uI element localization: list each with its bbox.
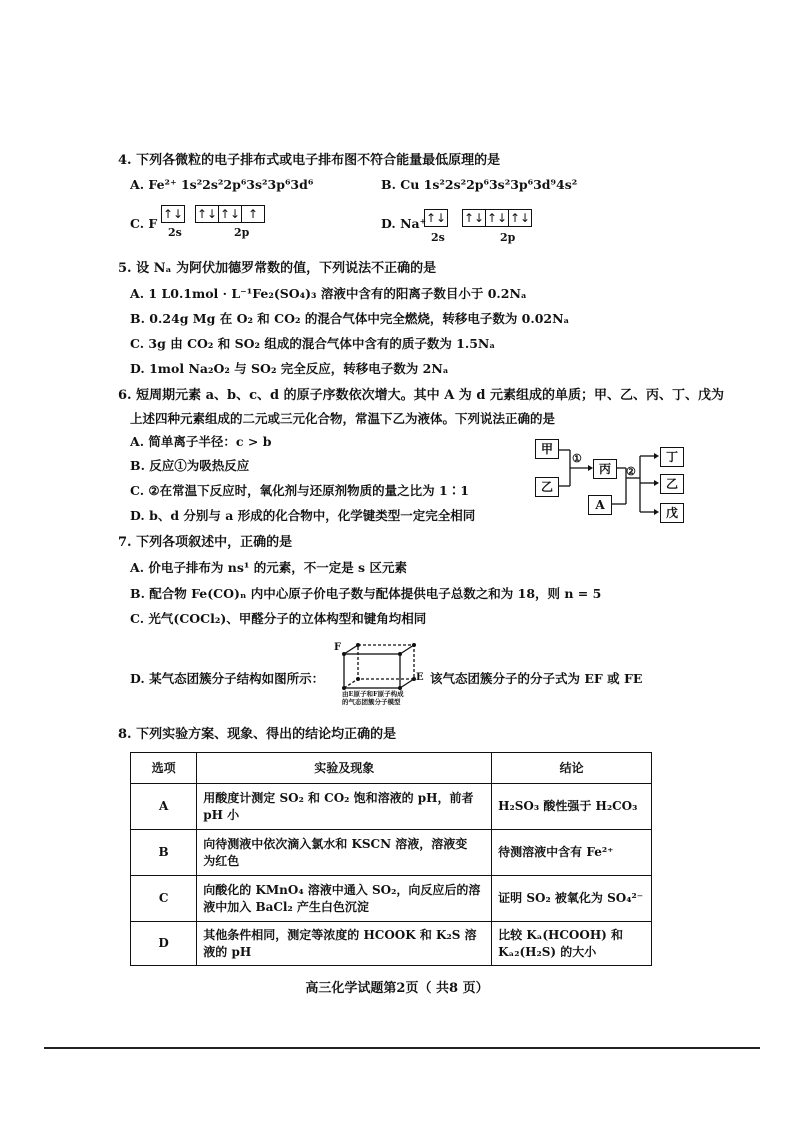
header-experiment: 实验及现象: [197, 753, 492, 784]
node-jia: 甲: [535, 439, 559, 459]
node-A: A: [588, 495, 612, 515]
q5-option-b: B. 0.24g Mg 在 O₂ 和 CO₂ 的混合气体中完全燃烧，转移电子数为 0.02Nₐ: [130, 311, 570, 326]
q6-option-c: C. ②在常温下反应时，氧化剂与还原剂物质的量之比为 1∶1: [130, 483, 469, 498]
row-experiment: [197, 922, 492, 966]
orbital-box: ↑↓: [219, 206, 241, 221]
node-yi-output: 乙: [660, 474, 684, 494]
row-option: B: [131, 830, 197, 876]
q4-option-c-label: C. F: [130, 216, 158, 231]
row-experiment: [197, 784, 492, 830]
table-row: [131, 784, 652, 830]
q7-option-b: B. 配合物 Fe(CO)ₙ 内中心原子价电子数与配体提供电子总数之和为 18，则 n = 5: [130, 586, 602, 601]
q7-option-d-suffix: 该气态团簇分子的分子式为 EF 或 FE: [430, 671, 643, 686]
q5-stem: 5. 设 Nₐ 为阿伏加德罗常数的值，下列说法不正确的是: [118, 261, 437, 276]
orbital-box: ↑: [247, 206, 259, 221]
conclusion-line: 待测溶液中含有 Fe²⁺: [498, 845, 614, 859]
row-option: C: [131, 876, 197, 922]
row-option: A: [131, 784, 197, 830]
cube-atom-F: F: [334, 642, 342, 653]
q4-d-label-2p: 2p: [500, 231, 516, 244]
q4-option-d-label: D. Na⁺: [381, 216, 427, 231]
row-conclusion: [492, 876, 652, 922]
orbital-box: ↑↓: [425, 210, 447, 225]
node-ding: 丁: [660, 447, 684, 467]
conclusion-line: Kₐ₂(H₂S) 的大小: [498, 944, 597, 959]
conclusion-line: 证明 SO₂ 被氧化为 SO₄²⁻: [498, 891, 644, 905]
cluster-cube-figure: [336, 640, 428, 712]
reaction-2-label: ②: [626, 465, 636, 478]
node-yi-input: 乙: [535, 477, 559, 497]
row-conclusion: [492, 830, 652, 876]
conclusion-line: 比较 Kₐ(HCOOH) 和: [498, 927, 624, 942]
q7-stem: 7. 下列各项叙述中，正确的是: [118, 535, 293, 550]
row-option: D: [131, 922, 197, 966]
row-conclusion: [492, 922, 652, 966]
experiment-line: 向待测液中依次滴入氯水和 KSCN 溶液，溶液变: [203, 836, 468, 851]
experiment-line: pH 小: [203, 807, 240, 822]
cube-drawing: [336, 640, 428, 692]
header-option: 选项: [131, 753, 197, 784]
reaction-1-label: ①: [572, 452, 582, 465]
orbital-box: ↑↓: [196, 206, 218, 221]
experiment-line: 其他条件相同，测定等浓度的 HCOOK 和 K₂S 溶: [203, 927, 477, 942]
orbital-box: ↑↓: [162, 206, 184, 221]
q6-option-a: A. 简单离子半径：c > b: [130, 434, 272, 449]
q7-option-d-prefix: D. 某气态团簇分子结构如图所示：: [130, 671, 325, 686]
row-conclusion: [492, 784, 652, 830]
q6-stem-line2: 上述四种元素组成的二元或三元化合物，常温下乙为液体。下列说法正确的是: [130, 411, 556, 426]
q4-d-label-2s: 2s: [431, 231, 445, 244]
table-header-row: [131, 753, 652, 784]
q4-c-orbital-2p: [195, 203, 265, 223]
q5-option-a: A. 1 L0.1mol · L⁻¹Fe₂(SO₄)₃ 溶液中含有的阳离子数目小于 0.2Nₐ: [130, 286, 527, 301]
orbital-box: ↑↓: [509, 210, 531, 225]
experiment-line: 液的 pH: [203, 944, 252, 959]
page-footer: 高三化学试题第2页（ 共8 页）: [305, 981, 489, 996]
experiment-line: 向酸化的 KMnO₄ 溶液中通入 SO₂，向反应后的溶: [203, 882, 481, 897]
q4-c-label-2p: 2p: [234, 226, 250, 239]
q6-stem-line1: 6. 短周期元素 a、b、c、d 的原子序数依次增大。其中 A 为 d 元素组成的单质；甲、乙、丙、丁、戊为: [118, 388, 724, 403]
q4-c-orbital-2s: [161, 203, 185, 223]
experiment-line: 液中加入 BaCl₂ 产生白色沉淀: [203, 899, 369, 914]
q4-stem: 4. 下列各微粒的电子排布式或电子排布图不符合能量最低原理的是: [118, 153, 501, 168]
q7-option-a: A. 价电子排布为 ns¹ 的元素，不一定是 s 区元素: [130, 560, 407, 575]
q6-option-d: D. b、d 分别与 a 形成的化合物中，化学键类型一定完全相同: [130, 508, 476, 523]
table-row: [131, 830, 652, 876]
conclusion-line: H₂SO₃ 酸性强于 H₂CO₃: [498, 799, 638, 813]
row-experiment: [197, 830, 492, 876]
header-conclusion: 结论: [492, 753, 652, 784]
q4-d-orbital-2s: [424, 207, 448, 227]
q4-d-orbital-2p: [462, 207, 532, 227]
table-row: [131, 876, 652, 922]
table-row: [131, 922, 652, 966]
row-experiment: [197, 876, 492, 922]
q6-option-b: B. 反应①为吸热反应: [130, 458, 250, 473]
node-wu: 戊: [660, 503, 684, 523]
experiment-line: 为红色: [203, 853, 240, 868]
orbital-box: ↑↓: [486, 210, 508, 225]
q4-option-b: B. Cu 1s²2s²2p⁶3s²3p⁶3d⁹4s²: [381, 177, 578, 192]
q8-stem: 8. 下列实验方案、现象、得出的结论均正确的是: [118, 727, 397, 742]
q7-option-c: C. 光气(COCl₂)、甲醛分子的立体构型和键角均相同: [130, 611, 427, 626]
reaction-diagram: [530, 436, 690, 526]
q5-option-c: C. 3g 由 CO₂ 和 SO₂ 组成的混合气体中含有的质子数为 1.5Nₐ: [130, 336, 496, 351]
q4-option-a: A. Fe²⁺ 1s²2s²2p⁶3s²3p⁶3d⁶: [130, 177, 314, 192]
cube-atom-E: E: [416, 672, 424, 683]
cube-caption-line1: 由E原子和F原子构成: [342, 690, 404, 698]
cube-caption-line2: 的气态团簇分子模型: [342, 698, 401, 706]
experiment-line: 用酸度计测定 SO₂ 和 CO₂ 饱和溶液的 pH，前者: [203, 790, 474, 805]
bottom-rule: [44, 1047, 760, 1049]
node-bing: 丙: [593, 459, 617, 479]
orbital-box: ↑↓: [463, 210, 485, 225]
experiment-table: [130, 752, 652, 966]
q5-option-d: D. 1mol Na₂O₂ 与 SO₂ 完全反应，转移电子数为 2Nₐ: [130, 361, 449, 376]
q4-c-label-2s: 2s: [168, 226, 182, 239]
